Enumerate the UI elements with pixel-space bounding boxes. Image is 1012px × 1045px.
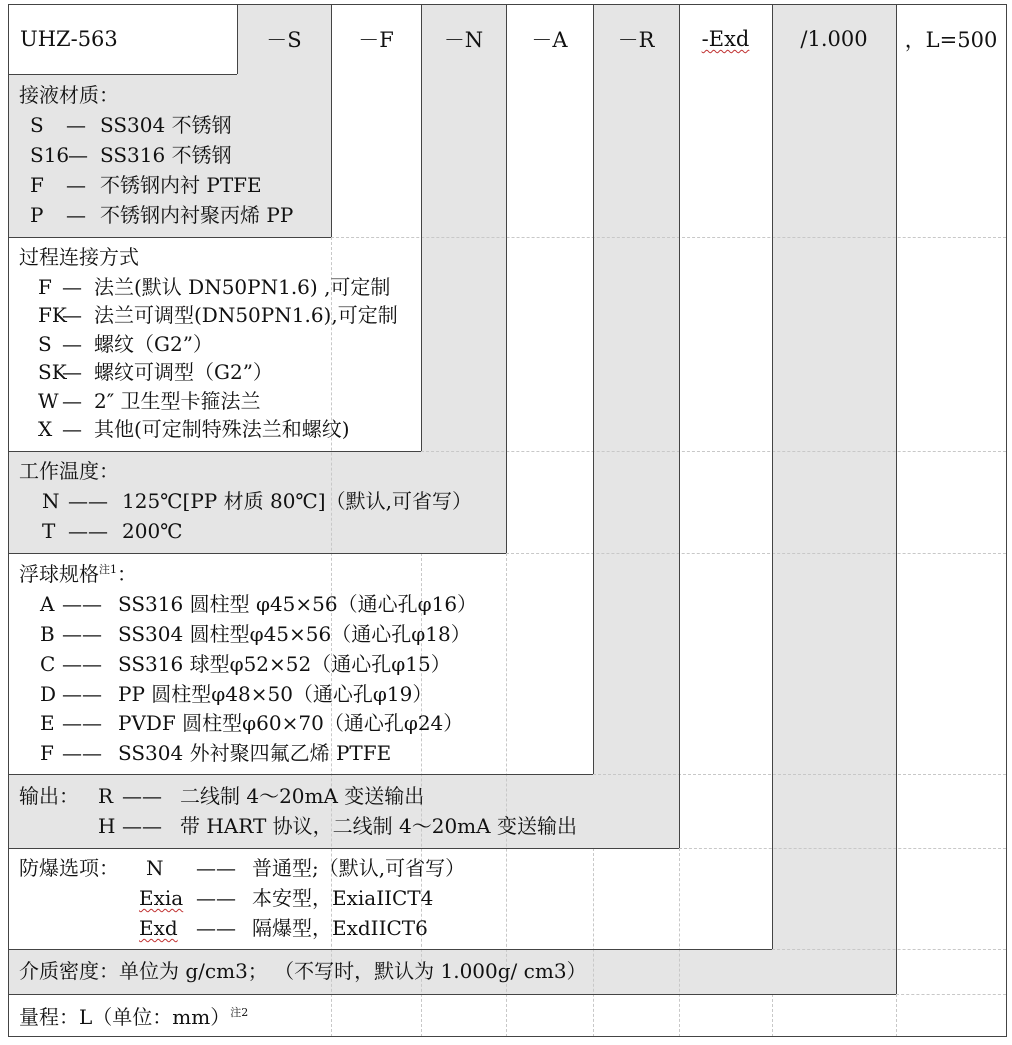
model-code: UHZ-563 (20, 27, 118, 51)
header-code-float: －A (531, 28, 568, 52)
header-code-material: －S (266, 28, 302, 52)
header-code-density: /1.000 (800, 27, 868, 51)
range-note-marker: 注2 (230, 1006, 249, 1019)
header-code-explosion: -Exd (701, 27, 750, 51)
temperature-title: 工作温度： (19, 459, 119, 483)
output-column-bg (593, 74, 679, 848)
connection-title: 过程连接方式 (19, 245, 139, 269)
header-code-output: －R (617, 28, 655, 52)
density-column-bg (772, 74, 896, 994)
explosion-title: 防爆选项： (19, 856, 119, 880)
header-code-temperature: －N (443, 28, 484, 52)
material-title: 接液材质： (19, 83, 119, 107)
float-note-marker: 注1 (99, 563, 117, 576)
header-code-range: ，L=500 (904, 28, 998, 52)
temperature-column-bg (421, 74, 506, 553)
output-title: 输出： (19, 784, 79, 808)
range-description: 量程：L（单位：mm）$^{注2}$ (19, 1005, 249, 1029)
density-description: 介质密度：单位为 g/cm3； （不写时，默认为 1.000g/ cm3） (19, 959, 587, 983)
float-title: 浮球规格$^{注1}$： (19, 562, 137, 586)
header-code-connection: －F (358, 28, 394, 52)
